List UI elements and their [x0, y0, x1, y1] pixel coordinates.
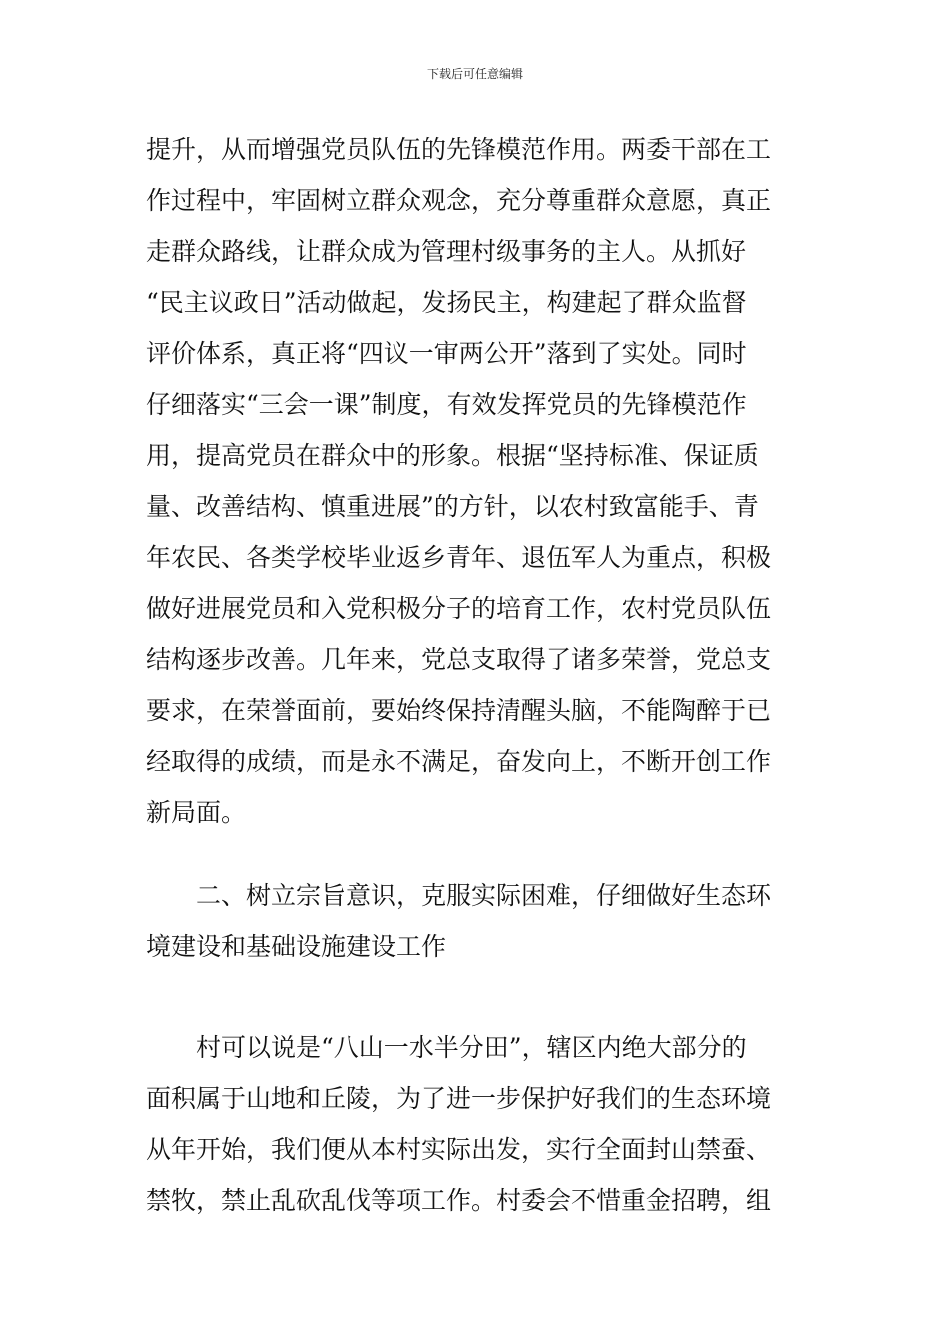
text-line: 作过程中，牢固树立群众观念，充分尊重群众意愿，真正: [146, 186, 772, 215]
paragraph-text: [146, 1022, 808, 1226]
text-line: 结构逐步改善。几年来，党总支取得了诸多荣誉，党总支: [146, 645, 772, 674]
text-line: 从年开始，我们便从本村实际出发，实行全面封山禁蚕、: [146, 1135, 772, 1164]
header-note: 下载后可任意编辑: [426, 67, 523, 81]
text-line: 走群众路线，让群众成为管理村级事务的主人。从抓好: [146, 237, 747, 266]
text-line: 村可以说是“八山一水半分田”，辖区内绝大部分的: [196, 1033, 747, 1062]
text-line: 用，提高党员在群众中的形象。根据“坚持标准、保证质: [146, 441, 759, 470]
text-line: 新局面。: [146, 798, 247, 827]
text-line: “民主议政日”活动做起，发扬民主，构建起了群众监督: [146, 288, 747, 317]
text-line: 经取得的成绩，而是永不满足，奋发向上，不断开创工作: [146, 747, 772, 776]
text-line: 二、树立宗旨意识，克服实际困难，仔细做好生态环: [196, 881, 772, 910]
text-line: 要求，在荣誉面前，要始终保持清醒头脑，不能陶醉于已: [146, 696, 772, 725]
paragraph-1: [146, 124, 808, 838]
text-line: 境建设和基础设施建设工作: [146, 932, 447, 961]
heading-text: [146, 870, 808, 972]
text-line: 提升，从而增强党员队伍的先锋模范作用。两委干部在工: [146, 135, 772, 164]
text-line: 面积属于山地和丘陵，为了进一步保护好我们的生态环境: [146, 1084, 772, 1113]
paragraph-2: [146, 1022, 808, 1226]
text-line: 做好进展党员和入党积极分子的培育工作，农村党员队伍: [146, 594, 772, 623]
section-heading: [146, 870, 808, 972]
paragraph-text: [146, 124, 808, 838]
text-line: 仔细落实“三会一课”制度，有效发挥党员的先锋模范作: [146, 390, 747, 419]
text-line: 年农民、各类学校毕业返乡青年、退伍军人为重点，积极: [146, 543, 772, 572]
text-line: 禁牧，禁止乱砍乱伐等项工作。村委会不惜重金招聘，组: [146, 1186, 772, 1215]
text-line: 量、改善结构、慎重进展”的方针，以农村致富能手、青: [146, 492, 759, 521]
text-line: 评价体系，真正将“四议一审两公开”落到了实处。同时: [146, 339, 747, 368]
